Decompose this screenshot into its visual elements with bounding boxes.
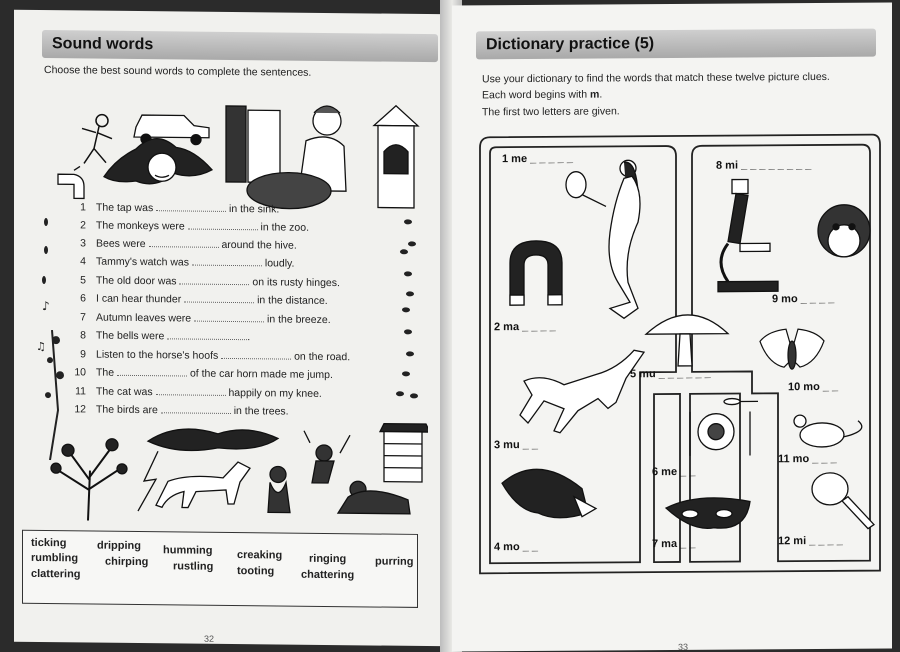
word-ticking: ticking <box>31 536 67 550</box>
page-number: 33 <box>678 641 689 652</box>
sentence-end: . <box>247 331 251 344</box>
sentence-end: loudly. <box>264 257 295 270</box>
clue-blank[interactable]: _ _ _ <box>812 452 837 466</box>
sentence-number: 6 <box>80 292 86 305</box>
sentence-end: in the sink. <box>229 202 280 216</box>
clue-label: 4 mo <box>494 541 520 554</box>
picture-clues <box>478 131 882 582</box>
sentence-6 <box>64 292 328 307</box>
sentence-number: 1 <box>80 201 86 214</box>
clue-blank[interactable]: _ _ _ _ <box>809 534 843 548</box>
clue-blank[interactable]: _ _ _ _ <box>800 292 835 306</box>
tap-drawing <box>58 166 84 198</box>
clue-label: 8 mi <box>716 159 739 172</box>
instruction-2 <box>482 88 602 101</box>
svg-text:♪: ♪ <box>42 299 50 314</box>
sentence-start: The old door was <box>96 274 177 288</box>
answer-blank[interactable] <box>167 338 247 340</box>
mermaid-drawing <box>566 160 640 319</box>
sentence-9 <box>64 348 350 363</box>
sentence-10 <box>64 366 333 381</box>
sentence-start: I can hear thunder <box>96 292 182 306</box>
clue-label: 9 mo <box>772 293 798 306</box>
mole-drawing <box>502 469 596 518</box>
instruction-1: Use your dictionary to find the words that match these twelve picture clues. <box>482 70 830 86</box>
clue-label: 6 me <box>652 465 678 479</box>
answer-blank[interactable] <box>221 358 291 360</box>
illustration-top <box>44 88 434 212</box>
mule-drawing <box>520 350 644 433</box>
sentence-end: of the car horn made me jump. <box>189 367 333 382</box>
microscope-drawing <box>718 179 778 291</box>
sentence-start: The monkeys were <box>96 219 185 233</box>
mushroom-drawing <box>646 315 728 367</box>
mask-drawing <box>666 498 750 529</box>
answer-blank[interactable] <box>194 321 264 323</box>
clue-blank[interactable]: _ _ <box>680 537 696 550</box>
sentence-end: in the zoo. <box>260 221 309 234</box>
sentence-number: 2 <box>80 219 86 232</box>
clue-blank[interactable]: _ _ _ _ _ _ _ _ <box>741 159 812 172</box>
word-chirping: chirping <box>105 555 149 569</box>
sentence-number: 11 <box>75 385 86 398</box>
sentence-start: Tammy's watch was <box>96 255 190 269</box>
clue-blank[interactable]: _ _ <box>522 438 539 452</box>
sentence-start: The bells were <box>96 329 165 343</box>
clue-blank[interactable]: _ _ <box>822 380 839 393</box>
word-rustling: rustling <box>173 560 214 573</box>
sentence-2 <box>64 219 309 234</box>
sentence-3 <box>64 237 297 251</box>
door-drawing <box>226 106 280 183</box>
instruction-2-end: . <box>599 88 603 101</box>
answer-blank[interactable] <box>156 394 226 396</box>
sentence-start: The <box>96 366 115 379</box>
sentence-start: Bees were <box>96 237 146 251</box>
magnet-drawing <box>510 241 562 305</box>
sentence-number: 3 <box>80 237 86 250</box>
word-humming: humming <box>163 544 213 557</box>
illustration-bottom <box>28 410 428 526</box>
clue-blank[interactable]: _ _ <box>522 540 539 554</box>
mouse-drawing <box>794 415 862 447</box>
sentence-number: 8 <box>80 329 86 342</box>
beehive-drawing <box>380 424 428 483</box>
page-title: Dictionary practice (5) <box>486 35 655 54</box>
answer-blank[interactable] <box>184 301 254 303</box>
word-creaking: creaking <box>237 549 283 562</box>
sentence-number: 12 <box>74 403 86 416</box>
instruction-2-start: Each word begins with <box>482 88 590 102</box>
left-page <box>14 10 450 647</box>
word-rumbling: rumbling <box>31 551 79 565</box>
sentence-end: around the hive. <box>221 238 297 252</box>
tree-drawing <box>51 438 127 521</box>
sentence-end: in the distance. <box>257 294 328 308</box>
sentence-number: 10 <box>74 366 86 379</box>
svg-text:♫: ♫ <box>36 339 46 354</box>
clue-blank[interactable]: _ _ _ _ _ _ <box>658 367 711 381</box>
sentence-start: Autumn leaves were <box>96 311 192 325</box>
sentence-number: 4 <box>80 255 86 268</box>
running-man-drawing <box>82 114 112 163</box>
word-dripping: dripping <box>97 539 141 553</box>
answer-blank[interactable] <box>117 375 187 377</box>
page-title: Sound words <box>52 35 154 54</box>
answer-blank[interactable] <box>156 210 226 212</box>
sentence-end: in the breeze. <box>266 313 331 327</box>
sentence-8 <box>64 329 250 343</box>
clue-label: 5 mu <box>630 368 656 381</box>
clue-label: 3 mu <box>494 439 520 452</box>
word-chattering: chattering <box>301 568 355 582</box>
sentence-number: 9 <box>80 348 86 361</box>
sentence-4 <box>64 255 294 269</box>
clue-blank[interactable]: _ _ _ _ _ <box>530 152 573 165</box>
mirror-drawing <box>812 473 874 529</box>
word-clattering: clattering <box>31 567 81 581</box>
page-number: 32 <box>204 633 215 644</box>
answer-blank[interactable] <box>149 246 219 248</box>
sentence-1 <box>64 201 279 215</box>
answer-blank[interactable] <box>188 229 258 231</box>
word-tooting: tooting <box>237 565 275 578</box>
sentence-start: The birds are <box>96 403 158 417</box>
instruction: Choose the best sound words to complete the sentences. <box>44 64 312 79</box>
clue-label: 11 mo <box>778 453 810 466</box>
meal-drawing <box>690 398 758 455</box>
sentence-11 <box>64 385 322 400</box>
word-purring: purring <box>375 555 414 568</box>
sentence-end: on the road. <box>294 350 351 364</box>
sentence-start: The tap was <box>96 201 154 215</box>
sentence-7 <box>64 311 331 326</box>
car-drawing <box>134 115 209 145</box>
answer-blank[interactable] <box>179 283 249 285</box>
instruction-3: The first two letters are given. <box>482 105 620 119</box>
clue-label: 7 ma <box>652 537 678 551</box>
clue-blank[interactable]: _ _ <box>680 465 696 478</box>
monkey-face-drawing <box>818 205 870 257</box>
horse-drawing <box>156 461 250 508</box>
right-page <box>452 2 892 651</box>
word-ringing: ringing <box>309 552 347 566</box>
clue-label: 1 me <box>502 153 528 166</box>
word-bank <box>22 530 418 608</box>
sentence-number: 5 <box>80 274 86 287</box>
bell-tower-drawing <box>374 105 418 207</box>
sentence-number: 7 <box>80 311 86 324</box>
moth-drawing <box>760 329 824 369</box>
clue-blank[interactable]: _ _ _ _ <box>522 320 556 334</box>
instruction-2-letter: m <box>589 88 600 101</box>
clue-label: 2 ma <box>494 321 520 334</box>
sentence-end: happily on my knee. <box>228 386 322 400</box>
clue-label: 12 mi <box>778 535 807 548</box>
sentence-end: on its rusty hinges. <box>252 276 340 290</box>
clue-label: 10 mo <box>788 380 820 394</box>
sentence-start: The cat was <box>96 385 153 399</box>
sentence-5 <box>64 274 340 289</box>
bees-decoration <box>396 214 426 414</box>
answer-blank[interactable] <box>192 265 262 267</box>
sentence-end: in the trees. <box>233 405 289 418</box>
sentence-start: Listen to the horse's hoofs <box>96 348 219 362</box>
